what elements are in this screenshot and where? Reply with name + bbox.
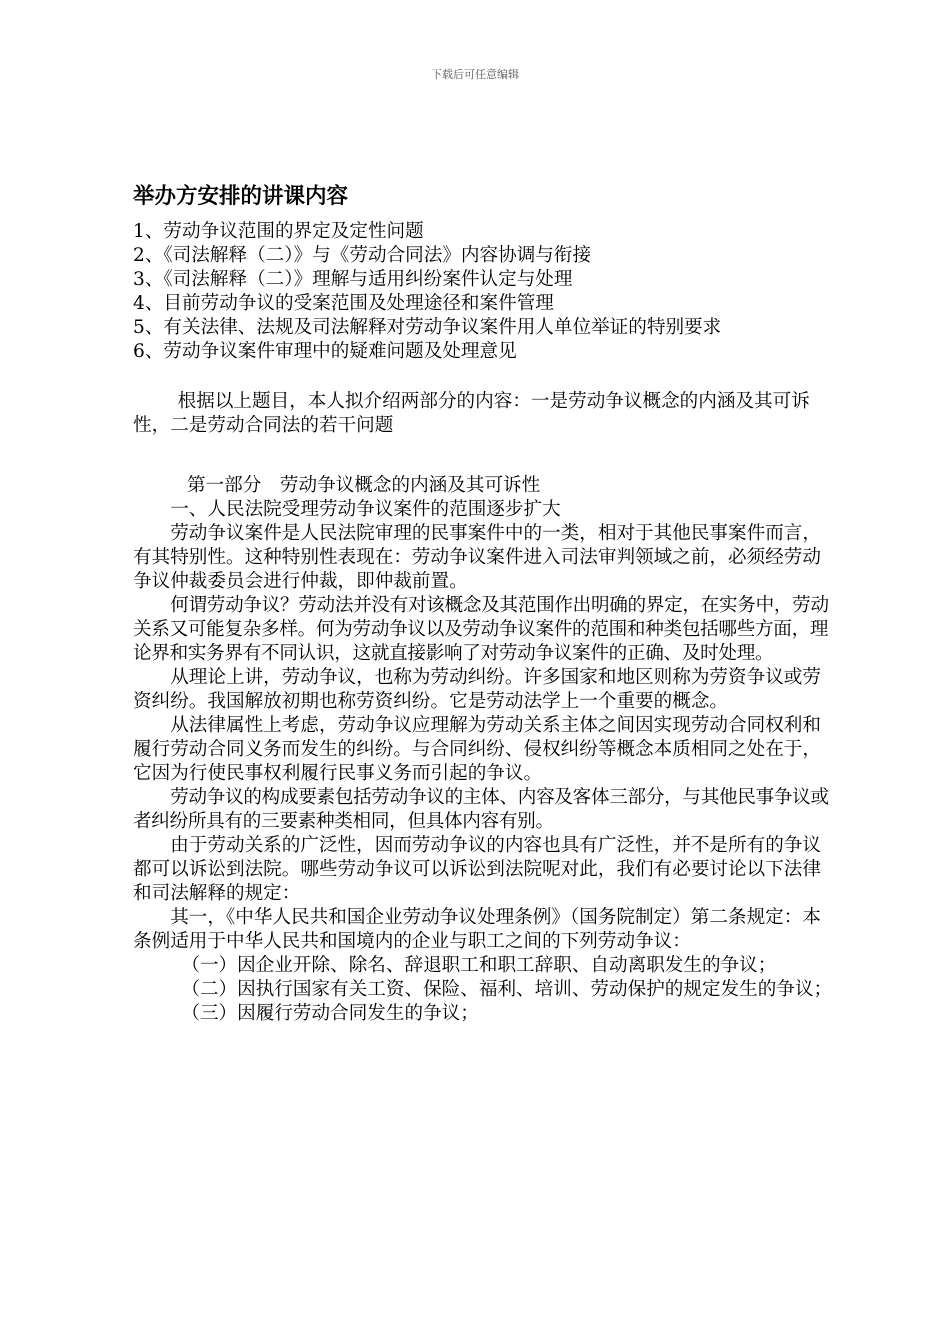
topic-item: 6、劳动争议案件审理中的疑难问题及处理意见 xyxy=(133,341,517,362)
topic-item: 4、目前劳动争议的受案范围及处理途径和案件管理 xyxy=(133,293,554,314)
body-paragraph: 何谓劳动争议？劳动法并没有对该概念及其范围作出明确的界定，在实务中，劳动关系又可能复杂多样。何为劳动争议以及劳动争议案件的范围和种类包括哪些方面，理论界和实务界有不同认识，这就直接影响了对劳动争议案件的正确、及时处理。 xyxy=(133,595,829,664)
topic-item: 3、《司法解释（二）》理解与适用纠纷案件认定与处理 xyxy=(133,269,573,290)
section-heading: 一、人民法院受理劳动争议案件的范围逐步扩大 xyxy=(170,499,561,520)
document-body xyxy=(133,182,833,1026)
topic-item: 5、有关法律、法规及司法解释对劳动争议案件用人单位举证的特别要求 xyxy=(133,317,722,338)
body-paragraph: 其一，《中华人民共和国企业劳动争议处理条例》（国务院制定）第二条规定：本条例适用于中华人民共和国境内的企业与职工之间的下列劳动争议： xyxy=(133,907,821,952)
topic-item: 2、《司法解释（二）》与《劳动合同法》内容协调与衔接 xyxy=(133,245,592,266)
body-paragraph: 劳动争议案件是人民法院审理的民事案件中的一类，相对于其他民事案件而言，有其特别性。这种特别性表现在：劳动争议案件进入司法审判领域之前，必须经劳动争议仲裁委员会进行仲裁，即仲裁前置。 xyxy=(133,523,821,592)
document-title: 举办方安排的讲课内容 xyxy=(133,184,349,209)
topic-list xyxy=(133,220,833,364)
body-paragraph: 由于劳动关系的广泛性，因而劳动争议的内容也具有广泛性，并不是所有的争议都可以诉讼到法院。哪些劳动争议可以诉讼到法院呢对此，我们有必要讨论以下法律和司法解释的规定： xyxy=(133,835,821,904)
intro-paragraph: 根据以上题目，本人拟介绍两部分的内容：一是劳动争议概念的内涵及其可诉性，二是劳动合同法的若干问题 xyxy=(133,391,810,436)
list-item: （二）因执行国家有关工资、保险、福利、培训、劳动保护的规定发生的争议； xyxy=(181,979,833,1000)
body-paragraph: 劳动争议的构成要素包括劳动争议的主体、内容及客体三部分，与其他民事争议或者纠纷所具有的三要素种类相同，但具体内容有别。 xyxy=(133,787,829,832)
list-item: （三）因履行劳动合同发生的争议； xyxy=(181,1003,479,1024)
page-header: 下载后可任意编辑 xyxy=(431,68,519,81)
body-paragraph: 从法律属性上考虑，劳动争议应理解为劳动关系主体之间因实现劳动合同权利和履行劳动合同义务而发生的纠纷。与合同纠纷、侵权纠纷等概念本质相同之处在于，它因为行使民事权利履行民事义务而引起的争议。 xyxy=(133,715,821,784)
topic-item: 1、劳动争议范围的界定及定性问题 xyxy=(133,221,424,242)
list-item: （一）因企业开除、除名、辞退职工和职工辞职、自动离职发生的争议； xyxy=(181,955,777,976)
part-heading: 第一部分 劳动争议概念的内涵及其可诉性 xyxy=(186,475,541,496)
body-paragraph: 从理论上讲，劳动争议，也称为劳动纠纷。许多国家和地区则称为劳资争议或劳资纠纷。我国解放初期也称劳资纠纷。它是劳动法学上一个重要的概念。 xyxy=(133,667,821,712)
